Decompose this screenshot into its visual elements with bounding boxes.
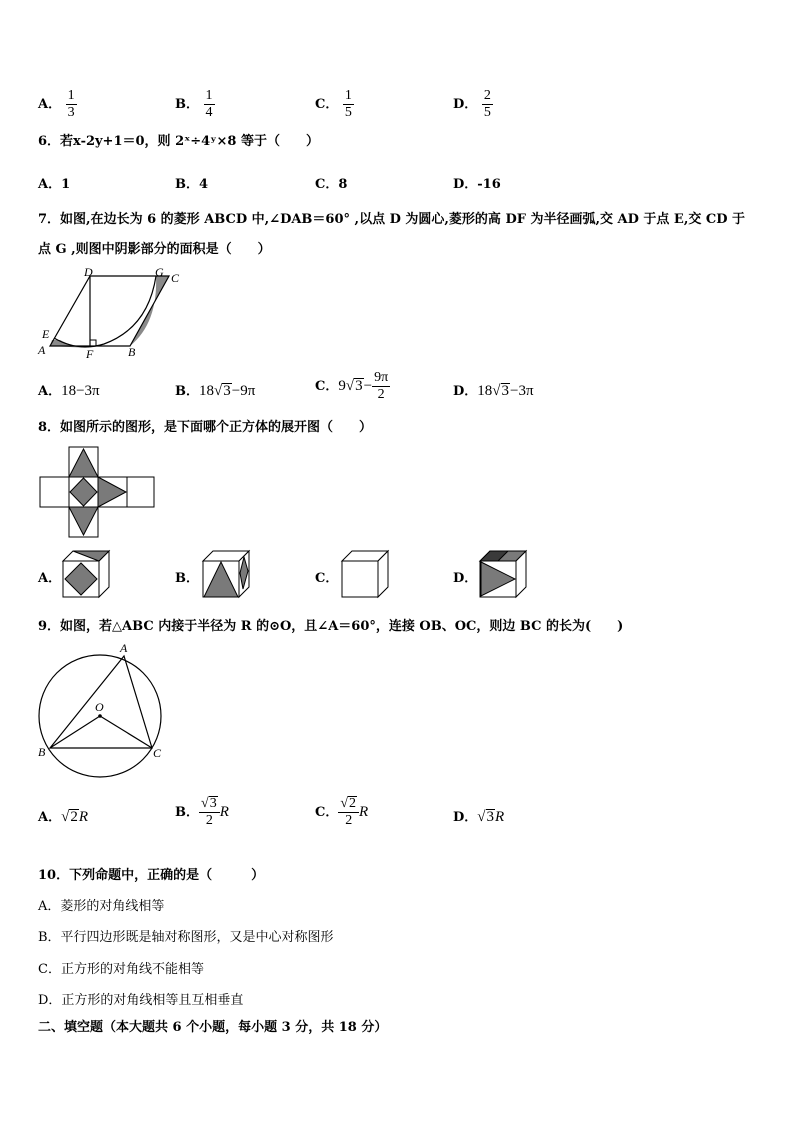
option-label: A． [38, 97, 62, 112]
label-c: C [153, 746, 162, 760]
q6-stem: 6．若x-2y+1＝0，则 2ˣ÷4ʸ×8 等于（ ） [38, 134, 319, 149]
q7-option-d: D．18√3−3π [453, 383, 534, 399]
q7-option-c: C．9√3− $\frac{9\pi}{2}$ [315, 370, 389, 402]
option-suffix: R [78, 809, 88, 825]
minus-sign: − [363, 377, 373, 394]
radicand: 2 [349, 796, 357, 811]
option-suffix: R [359, 803, 369, 820]
option-suffix: R [219, 803, 229, 820]
option-label: B． [175, 384, 199, 399]
option-label: D． [453, 384, 478, 399]
q8-cube-c [342, 551, 390, 599]
denominator: 2 [345, 813, 353, 828]
coefficient: 18 [477, 383, 493, 399]
label-b: B [128, 345, 136, 359]
q9-option-c [315, 796, 368, 829]
denominator: 5 [483, 105, 491, 120]
option-label: A． [38, 384, 62, 399]
numerator: 1 [344, 88, 352, 103]
q10-option-b: B．平行四边形既是轴对称图形，又是中心对称图形 [38, 930, 334, 945]
fraction [482, 88, 493, 121]
q7-stem-line1: 7．如图,在边长为 6 的菱形 ABCD 中,∠DAB＝60° ,以点 D 为圆心,菱形的高 DF 为半径画弧,交 AD 于点 E,交 CD 于 [38, 212, 746, 227]
q10-option-a: A．菱形的对角线相等 [38, 899, 165, 914]
option-value: 4 [199, 177, 209, 192]
radicand: 3 [209, 796, 217, 811]
center-point [98, 714, 102, 718]
radicand: 3 [223, 383, 231, 399]
option-label: C． [315, 804, 339, 820]
q6-option-c [315, 173, 347, 192]
radicand: 2 [70, 809, 78, 825]
option-label: D． [453, 97, 478, 112]
section-heading: 二、填空题（本大题共 6 个小题，每小题 3 分，共 18 分） [38, 1020, 388, 1035]
q5-option-b [175, 88, 215, 121]
fraction [204, 88, 215, 121]
q8-option-d-label: D． [453, 571, 478, 586]
option-label: D． [453, 177, 478, 192]
net-face [40, 477, 69, 507]
q6-option-b [175, 173, 208, 192]
q6-option-d [453, 173, 501, 192]
q9-option-a: A．√2R [38, 809, 88, 825]
q10-option-d: D．正方形的对角线相等且互相垂直 [38, 993, 244, 1008]
radicand: 3 [501, 383, 510, 399]
q7-stem-line2: 点 G ,则图中阴影部分的面积是（ ） [38, 242, 271, 257]
q8-cube-net-figure [38, 447, 156, 537]
option-label: A． [38, 810, 62, 825]
q8-cube-b [203, 551, 251, 599]
coefficient: 9 [338, 377, 346, 394]
radicand: 3 [486, 809, 495, 825]
segment-ob [50, 716, 100, 748]
option-label: C． [315, 177, 339, 192]
fraction [372, 370, 390, 403]
label-g: G [155, 265, 164, 279]
q5-option-a [38, 88, 77, 121]
denominator: 4 [205, 105, 213, 120]
label-c: C [171, 271, 180, 285]
label-f: F [86, 347, 94, 361]
label-o: O [95, 700, 104, 714]
q10-option-c: C．正方形的对角线不能相等 [38, 962, 204, 977]
option-label: C． [315, 378, 339, 394]
q8-stem: 8．如图所示的图形，是下面哪个正方体的展开图（ ） [38, 420, 373, 435]
q8-option-b-label: B． [175, 571, 199, 586]
coefficient: 18 [199, 383, 214, 399]
q10-stem: 10．下列命题中，正确的是（ ） [38, 868, 265, 883]
q7-rhombus-figure [38, 265, 188, 363]
fraction [343, 88, 354, 121]
q5-option-c [315, 88, 354, 121]
fraction: $\frac{√2}{2}$ [338, 796, 359, 829]
option-label: B． [175, 804, 199, 820]
option-value: 8 [338, 177, 348, 192]
option-value: 1 [61, 177, 71, 192]
q5-option-d [453, 88, 493, 121]
denominator: 5 [344, 105, 352, 120]
q9-option-b [175, 796, 229, 829]
option-label: B． [175, 97, 199, 112]
q9-option-d: D．√3R [453, 809, 505, 825]
fraction: $\frac{√3}{2}$ [199, 796, 220, 829]
label-a: A [120, 641, 128, 655]
option-value: -16 [477, 177, 501, 192]
numerator: 1 [67, 88, 75, 103]
q9-stem: 9．如图，若△ABC 内接于半径为 R 的⊙O，且∠A＝60°，连接 OB、OC，则边 BC 的长为( ) [38, 619, 624, 634]
denominator: 3 [67, 105, 75, 120]
q8-cube-a [63, 551, 111, 599]
q8-option-a-label: A． [38, 571, 62, 586]
net-face [127, 477, 154, 507]
q7-option-a [38, 380, 100, 400]
q7-option-b: B．18√3−9π [175, 383, 256, 399]
q8-option-c-label: C． [315, 571, 339, 586]
option-suffix: R [495, 809, 505, 825]
q8-cube-d [480, 551, 528, 599]
cube-front [342, 561, 378, 597]
denominator: 2 [205, 813, 213, 828]
numerator: 2 [483, 88, 491, 103]
right-angle-mark [90, 340, 96, 346]
option-label: C． [315, 97, 339, 112]
label-d: D [84, 265, 93, 279]
q6-option-a [38, 173, 70, 192]
label-e: E [42, 327, 50, 341]
numerator: 9π [374, 370, 389, 385]
option-rest: −3π [510, 383, 534, 399]
option-label: B． [175, 177, 199, 192]
q9-circle-figure [36, 640, 171, 780]
radicand: 3 [355, 377, 363, 394]
label-b: B [38, 745, 46, 759]
fraction [66, 88, 77, 121]
option-value: 18−3π [61, 383, 100, 399]
label-a: A [38, 343, 46, 357]
option-rest: −9π [231, 383, 256, 399]
numerator: 1 [205, 88, 213, 103]
option-label: A． [38, 177, 62, 192]
option-label: D． [453, 810, 478, 825]
denominator: 2 [377, 387, 385, 402]
